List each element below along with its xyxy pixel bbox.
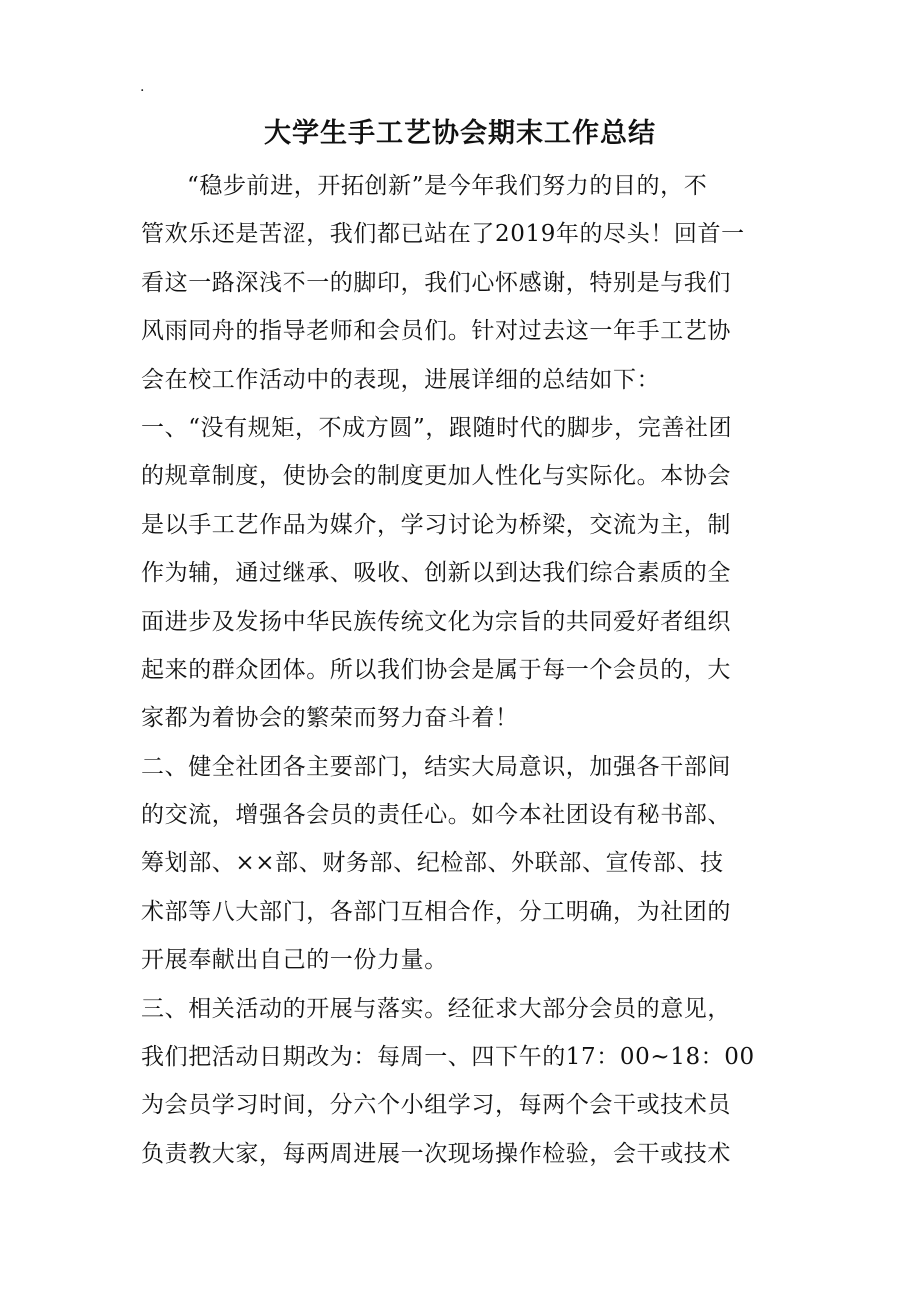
paragraph-line: 三、相关活动的开展与落实。经征求大部分会员的意见，	[141, 995, 731, 1022]
paragraph-line: 我们把活动日期改为：每周一、四下午的17：00~18：00	[141, 1044, 755, 1071]
paragraph-line: 作为辅，通过继承、吸收、创新以到达我们综合素质的全	[141, 560, 731, 587]
paragraph-line: “稳步前进，开拓创新”是今年我们努力的目的，不	[187, 173, 708, 199]
paragraph-line: 的交流，增强各会员的责任心。如今本社团设有秘书部、	[141, 802, 731, 829]
paragraph-line: 管欢乐还是苦涩，我们都已站在了2019年的尽头！回首一	[141, 221, 745, 248]
paragraph-line: 开展奉献出自己的一份力量。	[141, 947, 448, 974]
document-title: 大学生手工艺协会期末工作总结	[264, 118, 656, 149]
paragraph-line: 二、健全社团各主要部门，结实大局意识，加强各干部间	[141, 753, 731, 780]
page-marker: .	[140, 79, 145, 95]
paragraph-line: 的规章制度，使协会的制度更加人性化与实际化。本协会	[141, 463, 731, 490]
paragraph-line: 看这一路深浅不一的脚印，我们心怀感谢，特别是与我们	[141, 269, 731, 296]
paragraph-line: 筹划部、××部、财务部、纪检部、外联部、宣传部、技	[141, 850, 724, 877]
paragraph-line: 负责教大家，每两周进展一次现场操作检验，会干或技术	[141, 1140, 731, 1167]
paragraph-line: 起来的群众团体。所以我们协会是属于每一个会员的，大	[141, 656, 731, 683]
paragraph-line: 会在校工作活动中的表现，进展详细的总结如下：	[141, 366, 661, 393]
paragraph-line: 风雨同舟的指导老师和会员们。针对过去这一年手工艺协	[141, 318, 731, 345]
document-body	[141, 162, 791, 1178]
paragraph-line: 一、“没有规矩，不成方圆”，跟随时代的脚步，完善社团	[141, 414, 733, 441]
paragraph-line: 面进步及发扬中华民族传统文化为宗旨的共同爱好者组织	[141, 608, 731, 635]
paragraph-line: 为会员学习时间，分六个小组学习，每两个会干或技术员	[141, 1092, 731, 1119]
paragraph-line: 是以手工艺作品为媒介，学习讨论为桥梁，交流为主，制	[141, 511, 731, 538]
paragraph-line: 家都为着协会的繁荣而努力奋斗着！	[141, 705, 519, 732]
paragraph-line: 术部等八大部门，各部门互相合作，分工明确，为社团的	[141, 898, 731, 925]
